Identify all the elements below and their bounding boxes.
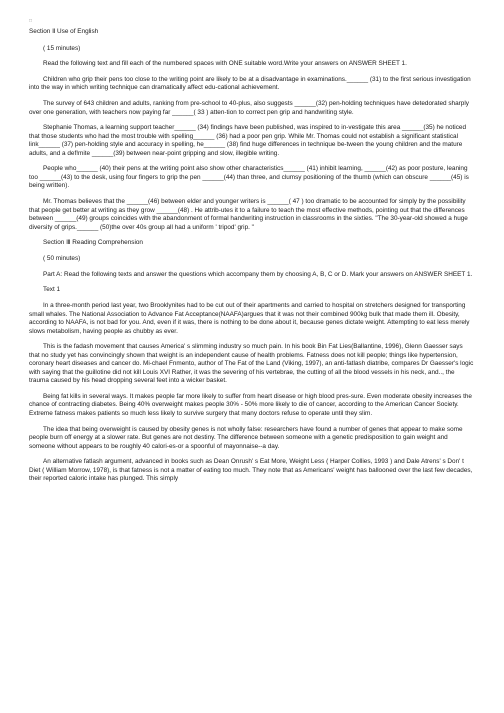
section-3-instructions: Part A: Read the following texts and answer the questions which accompany them by choosing A, B, C or D. Mark your answers on ANSWER SHEET 1. <box>43 270 473 278</box>
section-2-paragraph: The survey of 643 children and adults, ranking from pre-school to 40-plus, also suggests ______(32) pen-holding techniques have detedorated sharply over one generation, with teachers now paying far ______( 33 ) atten-tion to correct pen grip and handwriting style. <box>29 100 469 116</box>
corner-mark: □ <box>29 18 33 24</box>
section-2-paragraph: People who______ (40) their pens at the writing point also show other characteristics______ (41) inhibit learning, ______(42) as poor posture, leaning too ______(43) to the desk, using four fingers to grip the pen ______(44) than three, and clumsy positioning of the thumb (which can obscure ______(45) is being written). <box>29 165 469 190</box>
document-page <box>29 18 475 491</box>
section-2-time: ( 15 minutes) <box>43 44 81 52</box>
section-2-paragraph: Children who grip their pens too close to the writing point are likely to be at a disadvantage in examinations.______ (31) to the first serious investigation into the way in which writing technique can dramatically affect edu-cational achievement. <box>29 75 471 92</box>
text-1-paragraph: Being fat kills in several ways. It makes people far more likely to suffer from heart disease or high blood pres-sure. Even moderate obesity increases the chance of contracting diabetes. Being 40% overweight makes people 30% - 50% more likely to die of cancer, according to the American Cancer Society. Extreme fatness makes patients so much less likely to survive surgery that many doctors refuse to operate until they slim. <box>29 392 472 417</box>
text-1-paragraph: An alternative fatlash argument, advanced in books such as Dean Onrush' s Eat More, Weight Less ( Harper Collies, 1993 ) and Dale Atrens' s Don' t Diet ( William Morrow, 1978), is that fatness is not a matter of eating too much. They note that as Americans' weight has ballooned over the last few decades, their reported caloric intake has plunged. This simply <box>29 458 473 483</box>
section-3-time: ( 50 minutes) <box>43 255 81 262</box>
section-2-instructions: Read the following text and fill each of the numbered spaces with ONE suitable word.Write your answers on ANSWER SHEET 1. <box>43 60 407 68</box>
section-2-paragraph: Stephanie Thomas, a learning support teacher______ (34) findings have been published, was inspired to in-vestigate this area ______(35) he noticed that those students who had the most trouble with spelling______ (36) had a poor pen grip. While Mr. Thomas could not establish a significant statistical link______ (37) pen-holding style and accuracy in spelling, he______ (38) find huge differences in technique be-tween the young children and the mature adults, and a def!mite ______(39) between near-point gripping and slow, illegible writing. <box>29 124 467 157</box>
section-2-paragraph: Mr. Thomas believes that the ______(46) between elder and younger writers is ______( 47 ) too dramatic to be accounted for simply by the possibility that people get better at writing as they grow ______(48) . He attrib-utes it to a failure to teach the most effective methods, pointing out that the differences between ______(49) groups coincides with the abandonment of formal handwriting instruction in classrooms in the sixties. "The 30-year-old showed a huge diversity of grips.______ (50)the over 40s group all had a uniform ' tripod' grip. " <box>29 198 468 231</box>
section-2-title: Section Ⅱ Use of English <box>29 28 99 35</box>
text-1-paragraph: This is the fadash movement that causes America' s slimming industry so much pain. In his book Bin Fat Lies(Ballantine, 1996), Glenn Gaesser says that no study yet has convincingly shown that weight is an independent cause of health problems. Fatness does not kill people; things like hypertension, coronary heart diseases and cancer do. Mi-chael Fnmento, author of The Fat of the Land (Viking, 1997), an anti-fatlash diatribe, compares Dr Gaesser's logic with saying that the guillotine did not kill Louis XVI Rather, it was the severing of his vertebrae, the cutting of all the blood vessels in his neck, and.., the trauma caused by his head dropping several feet into a wicker basket. <box>29 343 474 385</box>
section-3-title: Section Ⅲ Reading Comprehension <box>43 239 143 247</box>
text-1-paragraph: In a three-month period last year, two Brooklynites had to be cut out of their apartments and carried to hospital on stretchers designed for transporting small whales. The National Association to Advance Fat Acceptance(NAAFA)argues that it was not their combined 900kg bulk that made them ill. Obesity, according to NAAFA, is not bad for you. And, even if it was, there is nothing to be done about it, because genes dictate weight. Attempting to eat less merely slows metabolism, having people as chubby as ever. <box>29 302 470 335</box>
text-label: Text 1 <box>43 286 61 294</box>
text-1-paragraph: The idea that being overweight is caused by obesity genes is not wholly false: researchers have found a number of genes that appear to make some people burn off energy at a slower rate. But genes are not destiny. The difference between someone with a genetic predisposition to gain weight and someone without appears to be roughly 40 calori-es-or a spoonful of mayonnaise--a day. <box>29 425 463 450</box>
